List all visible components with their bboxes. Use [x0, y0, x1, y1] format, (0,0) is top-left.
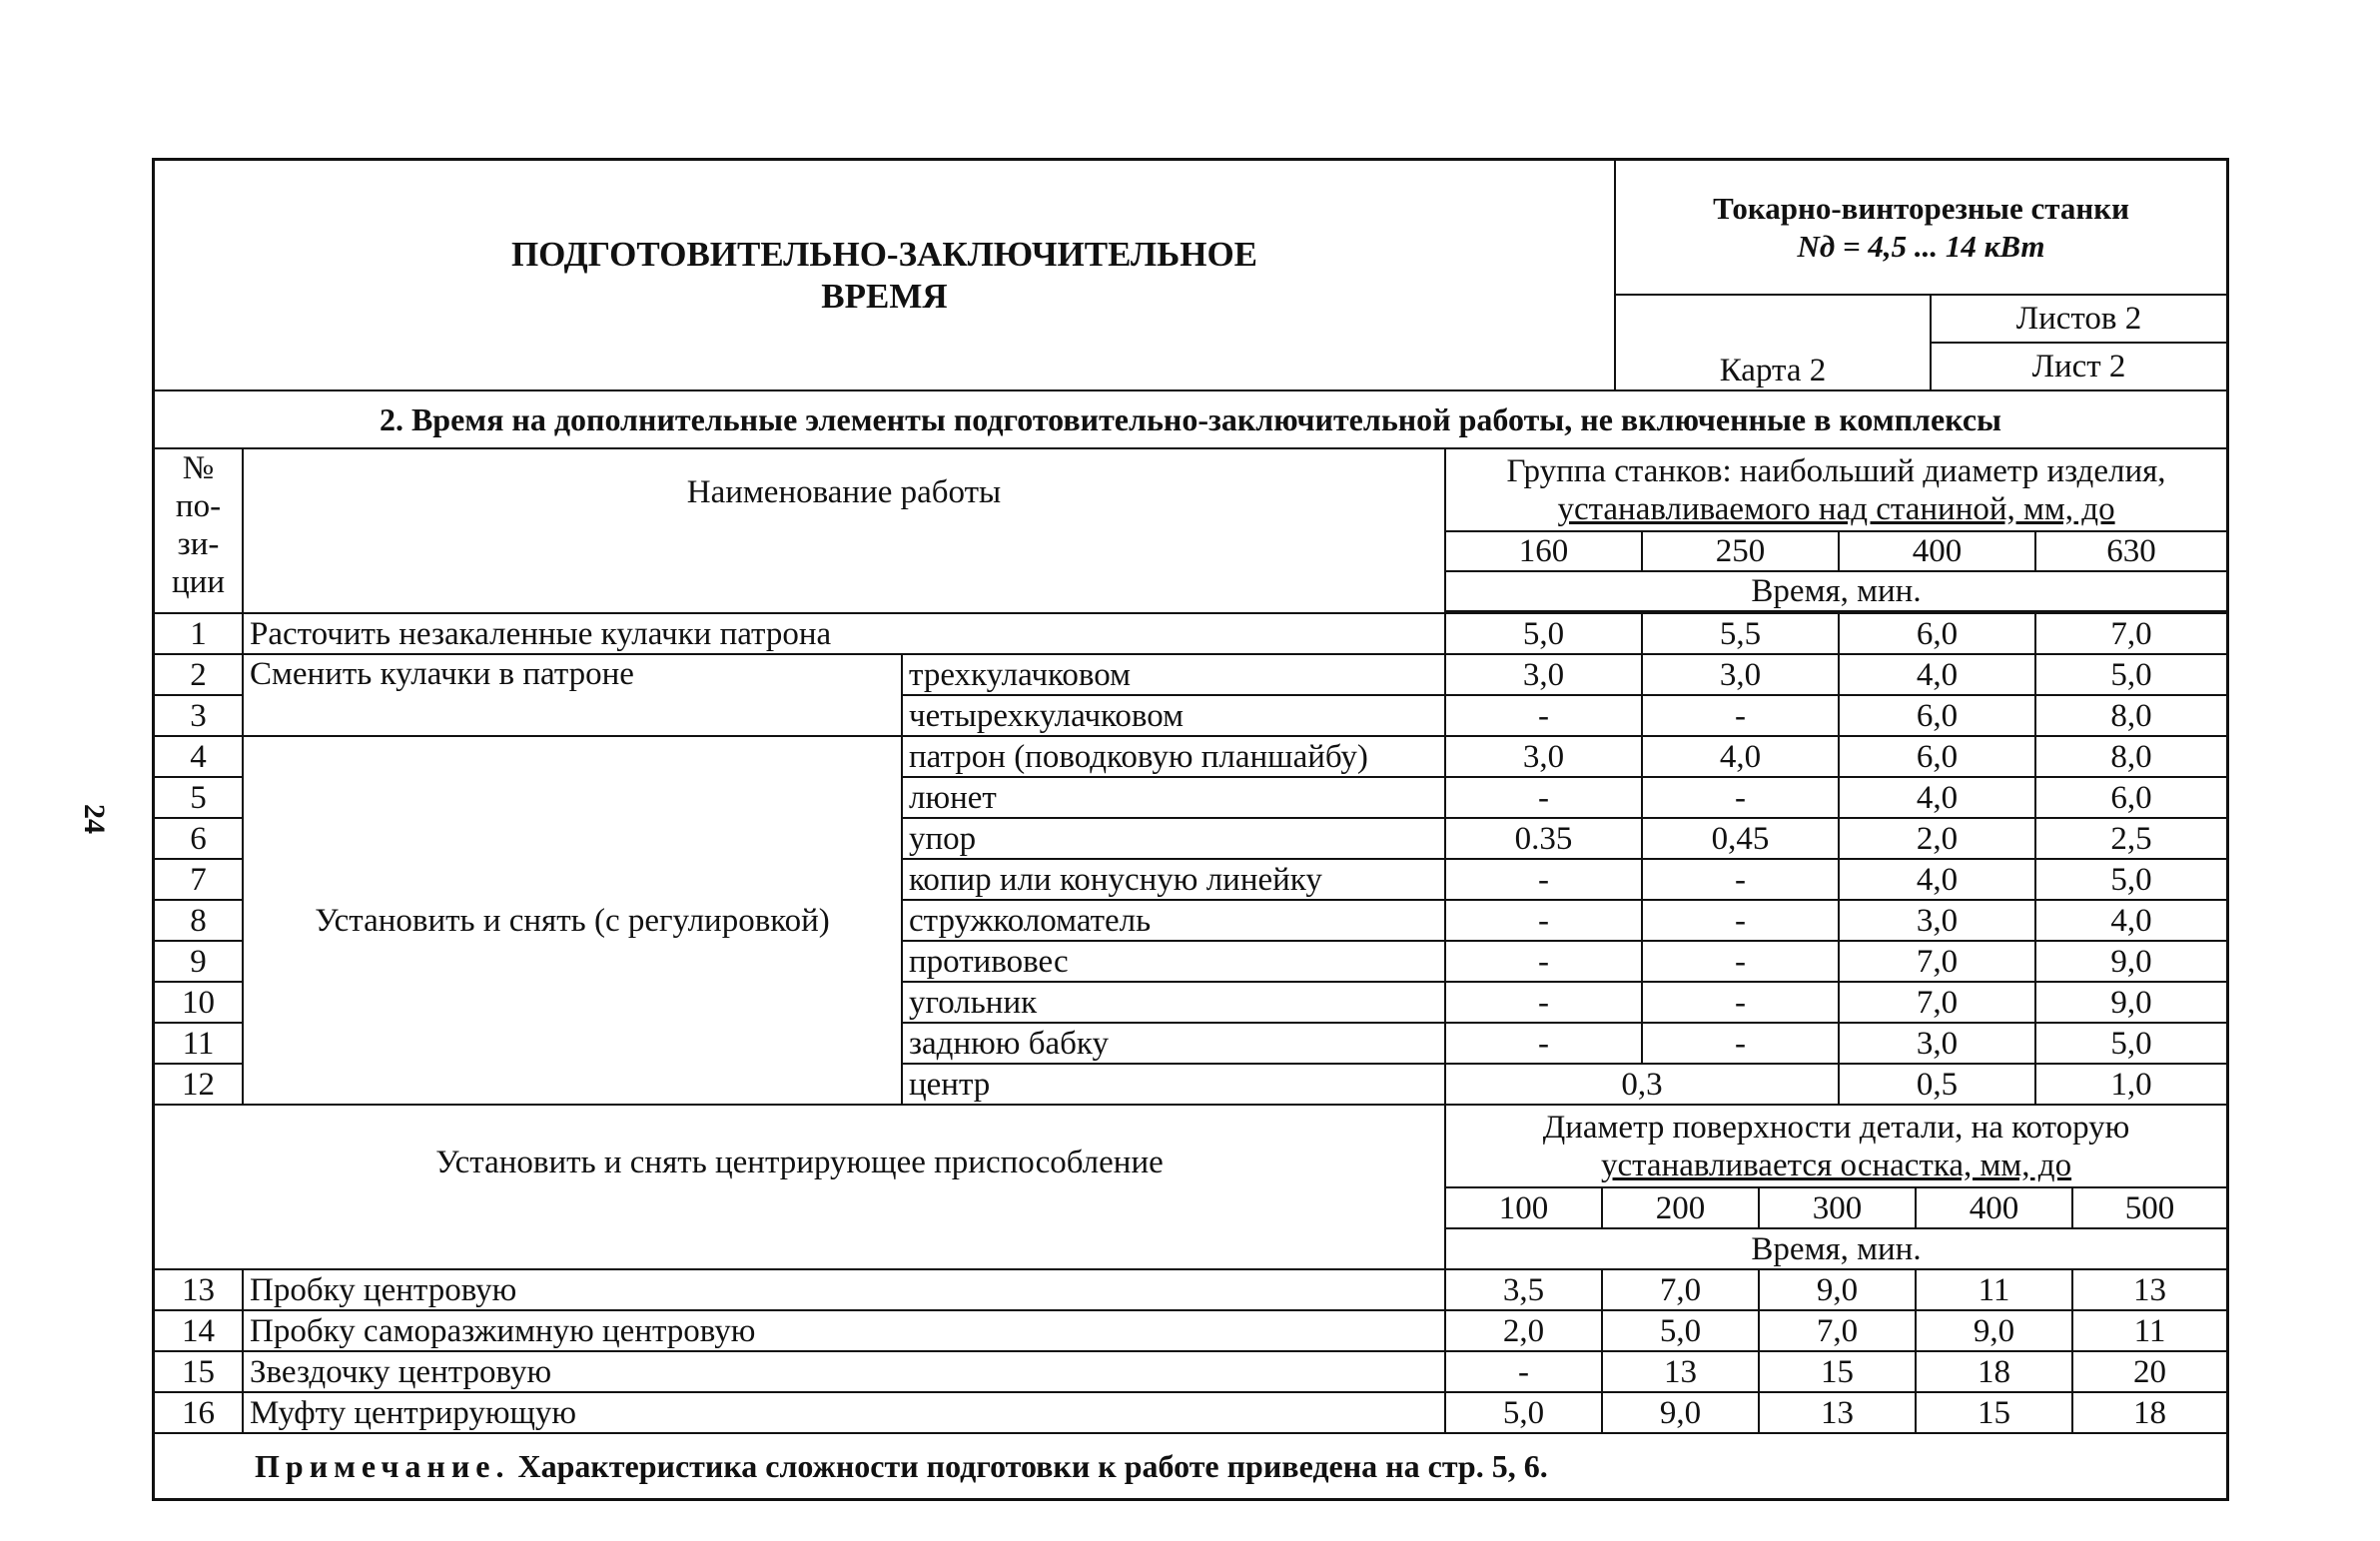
diameter-cell: 400 — [1839, 531, 2035, 571]
sheet-number: Лист 2 — [1931, 343, 2226, 390]
value-cell: 7,0 — [2035, 613, 2226, 654]
value-cell: 9,0 — [1602, 1392, 1759, 1433]
value-cell: 5,0 — [2035, 654, 2226, 695]
value-cell: 9,0 — [1759, 1269, 1916, 1310]
value-cell: 4,0 — [1839, 654, 2035, 695]
value-cell: 7,0 — [1759, 1310, 1916, 1351]
machine-line-1: Токарно-винторезные станки — [1713, 190, 2129, 226]
col-num-line: № — [182, 450, 215, 486]
value-cell: 6,0 — [1839, 695, 2035, 736]
row-sub: трехкулачковом — [902, 654, 1445, 695]
value-cell: 2,0 — [1445, 1310, 1602, 1351]
value-cell: 5,0 — [1445, 613, 1642, 654]
group-header — [1445, 449, 2226, 531]
value-cell: 2,5 — [2035, 818, 2226, 859]
table-row — [155, 1310, 2226, 1351]
centering-header-line-2: устанавливается оснастка, мм, до — [1600, 1147, 2072, 1183]
value-cell: 13 — [1759, 1392, 1916, 1433]
value-cell: 3,0 — [1445, 654, 1642, 695]
value-cell: - — [1445, 982, 1642, 1023]
diameter-cell: 200 — [1602, 1187, 1759, 1228]
centering-header: Установить и снять центрирующее приспособление — [155, 1106, 1445, 1269]
value-cell: 15 — [1916, 1392, 2072, 1433]
page-number: 24 — [78, 804, 111, 834]
row-number: 16 — [155, 1392, 243, 1433]
row-sub: заднюю бабку — [902, 1023, 1445, 1064]
value-cell: 5,0 — [2035, 859, 2226, 900]
table-row — [155, 1269, 2226, 1310]
value-cell: - — [1445, 1023, 1642, 1064]
value-cell: - — [1445, 695, 1642, 736]
value-cell: - — [1642, 941, 1839, 982]
row-number: 1 — [155, 613, 243, 654]
footnote-text: Характеристика сложности подготовки к работе приведена на стр. 5, 6. — [509, 1448, 1548, 1484]
table-row — [155, 654, 2226, 695]
table-equipment — [155, 449, 2226, 1106]
table-centering — [155, 1106, 2226, 1498]
row-number: 12 — [155, 1064, 243, 1105]
col-num-line: зи- — [177, 526, 220, 562]
section-title: 2. Время на дополнительные элементы подготовительно-заключительной работы, не включенные в комплексы — [155, 390, 2226, 448]
sheets-total: Листов 2 — [1931, 295, 2226, 343]
table-row — [155, 613, 2226, 654]
row-name: Пробку саморазжимную центровую — [243, 1310, 1445, 1351]
row-name: Расточить незакаленные кулачки патрона — [243, 613, 1445, 654]
value-cell: 4,0 — [1642, 736, 1839, 777]
value-cell: 18 — [2072, 1392, 2226, 1433]
value-cell: 15 — [1759, 1351, 1916, 1392]
title-line-1: ПОДГОТОВИТЕЛЬНО-ЗАКЛЮЧИТЕЛЬНОЕ — [510, 234, 1258, 274]
row-number: 9 — [155, 941, 243, 982]
value-cell: 0,3 — [1445, 1064, 1839, 1105]
document-card — [152, 158, 2229, 1501]
value-cell: - — [1642, 1023, 1839, 1064]
row-number: 10 — [155, 982, 243, 1023]
value-cell: 9,0 — [2035, 941, 2226, 982]
header-table — [155, 161, 2226, 449]
card-number: Карта 2 — [1615, 295, 1931, 390]
row-sub: люнет — [902, 777, 1445, 818]
value-cell: 9,0 — [1916, 1310, 2072, 1351]
col-num-line: ции — [172, 564, 225, 600]
value-cell: 20 — [2072, 1351, 2226, 1392]
row-sub: центр — [902, 1064, 1445, 1105]
value-cell: 0.35 — [1445, 818, 1642, 859]
row-sub: противовес — [902, 941, 1445, 982]
value-cell: 4,0 — [1839, 777, 2035, 818]
value-cell: 2,0 — [1839, 818, 2035, 859]
row-sub: угольник — [902, 982, 1445, 1023]
time-label: Время, мин. — [1445, 571, 2226, 611]
row-number: 6 — [155, 818, 243, 859]
value-cell: 6,0 — [1839, 613, 2035, 654]
value-cell: 7,0 — [1602, 1269, 1759, 1310]
diameter-cell: 630 — [2035, 531, 2226, 571]
value-cell: 18 — [1916, 1351, 2072, 1392]
row-number: 14 — [155, 1310, 243, 1351]
value-cell: 6,0 — [1839, 736, 2035, 777]
diameter-cell: 300 — [1759, 1187, 1916, 1228]
value-cell: - — [1445, 900, 1642, 941]
table-row — [155, 736, 2226, 777]
row-name: Муфту центрирующую — [243, 1392, 1445, 1433]
row-number: 4 — [155, 736, 243, 777]
col-header-number — [155, 449, 243, 613]
row-number: 7 — [155, 859, 243, 900]
value-cell: 13 — [2072, 1269, 2226, 1310]
value-cell: 5,0 — [1602, 1310, 1759, 1351]
row-name: Пробку центровую — [243, 1269, 1445, 1310]
row-number: 11 — [155, 1023, 243, 1064]
value-cell: 5,0 — [1445, 1392, 1602, 1433]
col-header-name: Наименование работы — [243, 449, 1445, 613]
value-cell: - — [1642, 900, 1839, 941]
value-cell: 8,0 — [2035, 695, 2226, 736]
row-name: Звездочку центровую — [243, 1351, 1445, 1392]
diameter-cell: 400 — [1916, 1187, 2072, 1228]
row-number: 5 — [155, 777, 243, 818]
machine-line-2: Nд = 4,5 ... 14 кВт — [1797, 228, 2045, 264]
row-number: 2 — [155, 654, 243, 695]
value-cell: - — [1642, 695, 1839, 736]
value-cell: 5,0 — [2035, 1023, 2226, 1064]
col-num-line: по- — [175, 488, 222, 524]
value-cell: 11 — [1916, 1269, 2072, 1310]
row-sub: патрон (поводковую планшайбу) — [902, 736, 1445, 777]
centering-header-line-1: Диаметр поверхности детали, на которую — [1542, 1109, 2130, 1146]
diameter-cell: 100 — [1445, 1187, 1602, 1228]
diameter-cell: 250 — [1642, 531, 1839, 571]
diameter-cell: 160 — [1445, 531, 1642, 571]
table-row — [155, 1351, 2226, 1392]
value-cell: - — [1642, 859, 1839, 900]
value-cell: 3,5 — [1445, 1269, 1602, 1310]
value-cell: 11 — [2072, 1310, 2226, 1351]
time-label: Время, мин. — [1445, 1228, 2226, 1269]
value-cell: - — [1445, 777, 1642, 818]
machine-type — [1615, 161, 2226, 295]
value-cell: - — [1642, 777, 1839, 818]
row-number: 15 — [155, 1351, 243, 1392]
value-cell: 6,0 — [2035, 777, 2226, 818]
value-cell: 3,0 — [1839, 900, 2035, 941]
value-cell: 0,45 — [1642, 818, 1839, 859]
row-sub: стружколоматель — [902, 900, 1445, 941]
row-number: 13 — [155, 1269, 243, 1310]
value-cell: 3,0 — [1445, 736, 1642, 777]
row-number: 3 — [155, 695, 243, 736]
value-cell: 3,0 — [1642, 654, 1839, 695]
value-cell: 1,0 — [2035, 1064, 2226, 1105]
footnote-label: Примечание. — [255, 1448, 510, 1484]
centering-diameter-header — [1445, 1106, 2226, 1187]
value-cell: 4,0 — [1839, 859, 2035, 900]
row-sub: четырехкулачковом — [902, 695, 1445, 736]
value-cell: 3,0 — [1839, 1023, 2035, 1064]
row-number: 8 — [155, 900, 243, 941]
value-cell: 0,5 — [1839, 1064, 2035, 1105]
group-name: Сменить кулачки в патроне — [243, 654, 902, 736]
row-sub: копир или конусную линейку — [902, 859, 1445, 900]
value-cell: - — [1445, 859, 1642, 900]
group-name: Установить и снять (с регулировкой) — [243, 736, 902, 1105]
value-cell: - — [1642, 982, 1839, 1023]
group-header-line-1: Группа станков: наибольший диаметр изделия, — [1506, 452, 2166, 489]
row-sub: упор — [902, 818, 1445, 859]
value-cell: 5,5 — [1642, 613, 1839, 654]
table-row — [155, 1392, 2226, 1433]
diameter-cell: 500 — [2072, 1187, 2226, 1228]
group-header-line-2: устанавливаемого над станиной, мм, до — [1557, 490, 2115, 527]
value-cell: - — [1445, 1351, 1602, 1392]
value-cell: 8,0 — [2035, 736, 2226, 777]
value-cell: 4,0 — [2035, 900, 2226, 941]
page-title — [155, 161, 1615, 390]
footnote — [155, 1433, 2226, 1498]
value-cell: 9,0 — [2035, 982, 2226, 1023]
value-cell: 7,0 — [1839, 982, 2035, 1023]
value-cell: 13 — [1602, 1351, 1759, 1392]
title-line-2: ВРЕМЯ — [821, 276, 948, 316]
value-cell: 7,0 — [1839, 941, 2035, 982]
value-cell: - — [1445, 941, 1642, 982]
